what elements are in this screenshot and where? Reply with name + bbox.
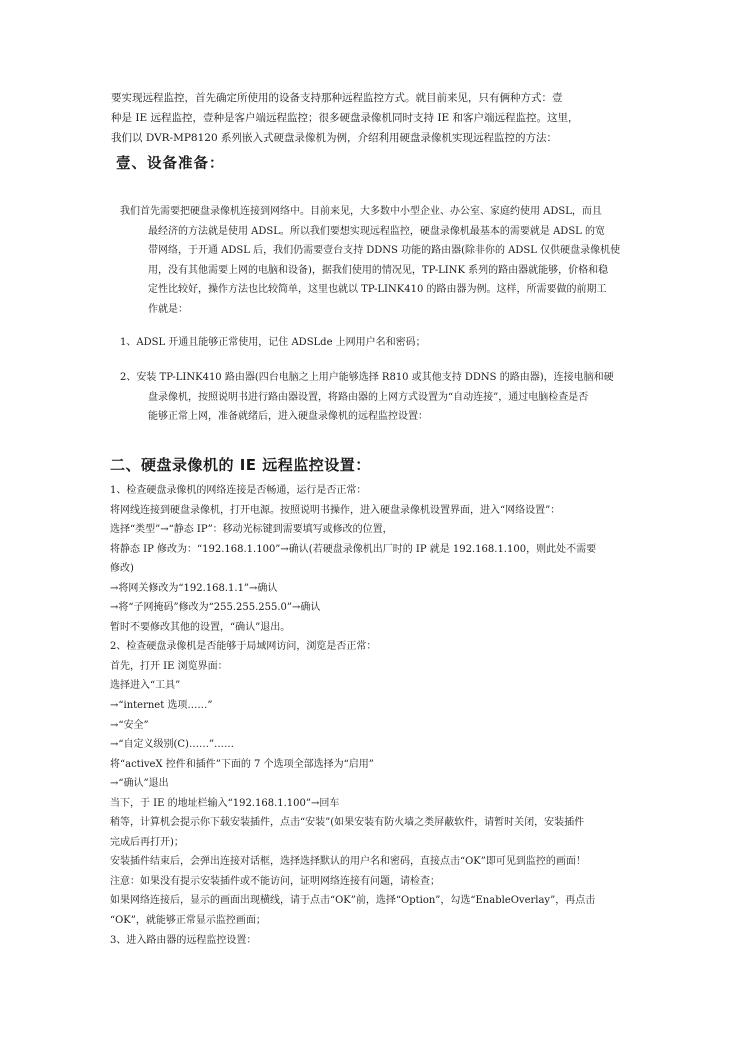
body-line: 修改): [110, 563, 134, 575]
item-line: 能够正常上网，准备就绪后，进入硬盘录像机的远程监控设置：: [148, 411, 428, 423]
body-line: →将网关修改为“192.168.1.1”→确认: [110, 582, 278, 594]
body-line: 稍等，计算机会提示你下载安装插件，点击“安装”(如果安装有防火墙之类屏蔽软件，请暂时关闭，安装插件: [110, 817, 585, 829]
body-line: →“安全”: [110, 719, 149, 731]
body-line: 将静态 IP 修改为：“192.168.1.100”→确认(若硬盘录像机出厂时的 IP 就是 192.168.1.100，则此处不需要: [110, 543, 597, 555]
paragraph-line: 最经济的方法就是使用 ADSL。所以我们要想实现远程监控，硬盘录像机最基本的需要就是 ADSL 的宽: [148, 225, 605, 237]
body-line: 1、检查硬盘录像机的网络连接是否畅通，运行是否正常：: [110, 485, 367, 496]
body-line: →将“子网掩码”修改为“255.255.255.0”→确认: [110, 602, 321, 614]
intro-line: 要实现远程监控，首先确定所使用的设备支持那种远程监控方式。就目前来见，只有俩种方式：壹: [111, 92, 563, 104]
body-line: →“internet 选项……”: [110, 700, 213, 712]
paragraph-line: 定性比较好，操作方法也比较简单，这里也就以 TP-LINK410 的路由器为例。这样，所需要做的前期工: [148, 284, 607, 296]
paragraph-line: 作就是：: [148, 303, 188, 315]
body-line: “OK”，就能够正常显示监控画面；: [110, 915, 266, 927]
list-item-2: [120, 368, 640, 427]
body-line: 选择进入“工具”: [110, 680, 181, 692]
item-line: 盘录像机，按照说明书进行路由器设置，将路由器的上网方式设置为“自动连接”，通过电脑检查是否: [148, 391, 589, 403]
body-line: 将“activeX 控件和插件”下面的 7 个选项全部选择为“启用”: [110, 758, 374, 770]
list-item-1: [120, 333, 640, 353]
intro-line: 我们以 DVR-MP8120 系列嵌入式硬盘录像机为例，介绍利用硬盘录像机实现远程监控的方法：: [111, 132, 557, 144]
body-line: 2、检查硬盘录像机是否能够于局域网访问，浏览是否正常：: [110, 641, 377, 653]
section2-heading: 二、硬盘录像机的 IE 远程监控设置：: [110, 456, 371, 474]
paragraph-line: 带网络，于开通 ADSL 后，我们仍需要壹台支持 DDNS 功能的路由器(除非你的 ADSL 仅供硬盘录像机使: [148, 245, 621, 257]
intro-line: 种是 IE 远程监控，壹种是客户端远程监控；很多硬盘录像机同时支持 IE 和客户端远程监控。这里，: [111, 112, 579, 124]
intro-paragraph: [111, 88, 635, 148]
body-line: →“自定义级别(C)……”……: [110, 739, 235, 751]
body-line: 如果网络连接后，显示的画面出现横线，请于点击“OK”前，选择“Option”，勾选“EnableOverlay”，再点击: [110, 895, 596, 907]
item-line: 1、ADSL 开通且能够正常使用，记住 ADSLde 上网用户名和密码；: [120, 337, 426, 348]
paragraph-line: 我们首先需要把硬盘录像机连接到网络中。目前来见，大多数中小型企业、办公室、家庭约使用 ADSL，而且: [120, 206, 602, 217]
body-line: 3、进入路由器的远程监控设置：: [110, 934, 257, 946]
body-line: 注意：如果没有提示安装插件或不能访问，证明网络连接有问题，请检查；: [110, 875, 440, 887]
body-line: 将网线连接到硬盘录像机，打开电源。按照说明书操作，进入硬盘录像机设置界面，进入“网络设置”：: [110, 504, 561, 516]
body-line: 当下，于 IE 的地址栏输入“192.168.1.100”→回车: [110, 797, 340, 809]
body-line: 首先，打开 IE 浏览界面：: [110, 660, 228, 672]
body-line: 暂时不要修改其他的设置，“确认”退出。: [110, 621, 291, 633]
section1-heading: 壹、设备准备：: [116, 156, 225, 172]
body-line: 安装插件结束后，会弹出连接对话框，选择选择默认的用户名和密码，直接点击“OK”即可见到监控的画面！: [110, 856, 586, 868]
body-line: →“确认”退出: [110, 778, 169, 790]
body-line: 选择“类型”→“静态 IP”：移动光标键到需要填写或修改的位置，: [110, 524, 393, 536]
item-line: 2、安装 TP-LINK410 路由器(四台电脑之上用户能够选择 R810 或其他支持 DDNS 的路由器)，连接电脑和硬: [120, 372, 614, 383]
body-line: 完成后再打开)；: [110, 836, 184, 848]
section1-paragraph: [120, 202, 640, 320]
paragraph-line: 用，没有其他需要上网的电脑和设备)，据我们使用的情况见，TP-LINK 系列的路由器就能够，价格和稳: [148, 264, 609, 276]
section2-body: [110, 481, 640, 950]
